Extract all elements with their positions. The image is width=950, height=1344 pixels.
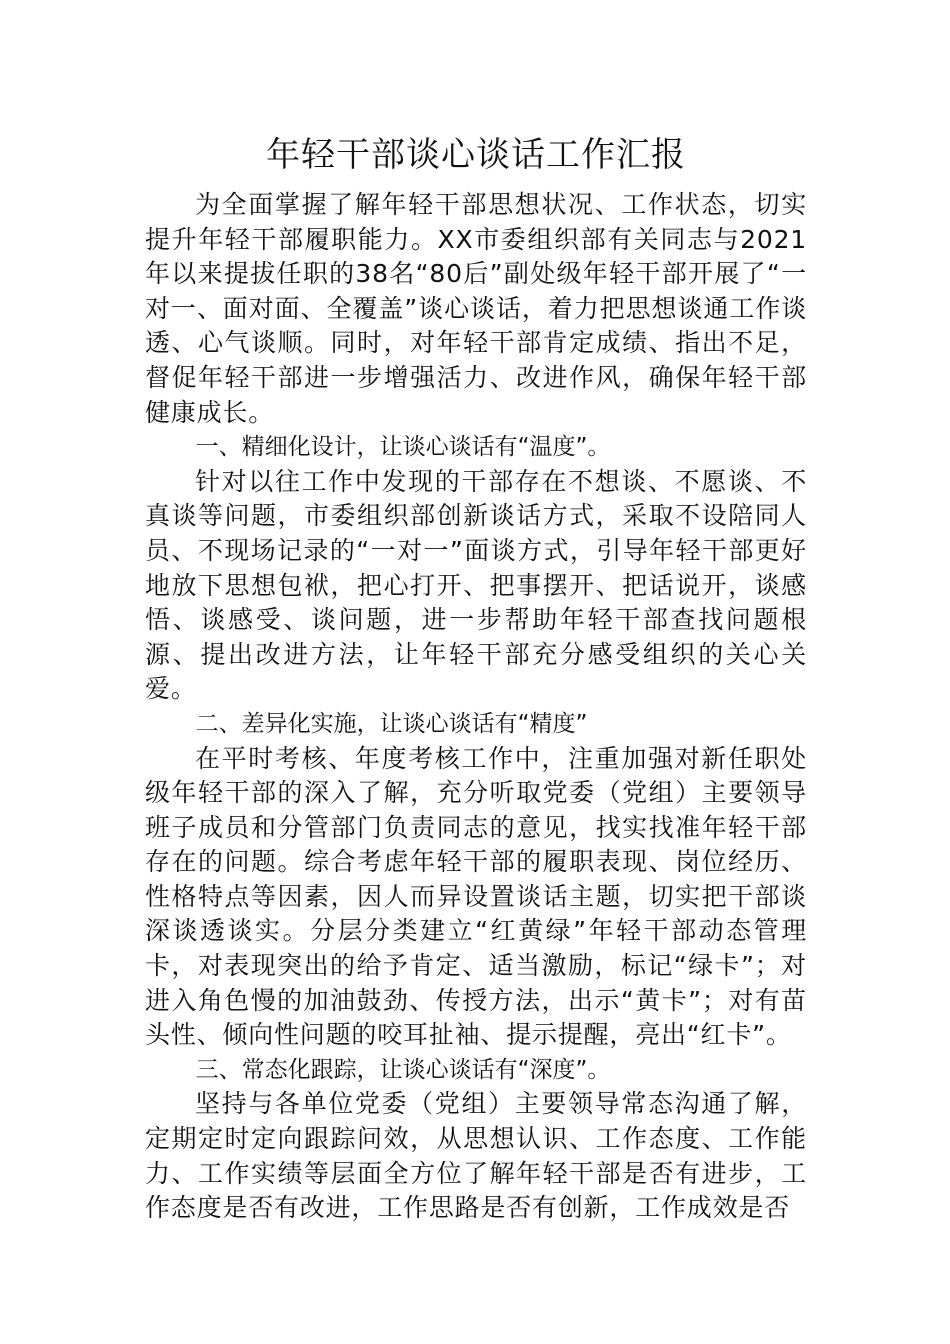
section-3-paragraph: 坚持与各单位党委（党组）主要领导常态沟通了解，定期定时定向跟踪问效，从思想认识、工作态度、工作能力、工作实绩等层面全方位了解年轻干部是否有进步，工作态度是否有改进，工作思路是否有创新，工作成效是否 xyxy=(145,1089,807,1223)
intro-paragraph: 为全面掌握了解年轻干部思想状况、工作状态，切实提升年轻干部履职能力。XX市委组织部有关同志与2021年以来提拔任职的38名“80后”副处级年轻干部开展了“一对一、面对面、全覆盖”谈心谈话，着力把思想谈通工作谈透、心气谈顺。同时，对年轻干部肯定成绩、指出不足，督促年轻干部进一步增强活力、改进作风，确保年轻干部健康成长。 xyxy=(145,190,807,427)
document-title: 年轻干部谈心谈话工作汇报 xyxy=(266,135,686,175)
document-body xyxy=(145,128,807,1226)
section-2-paragraph: 在平时考核、年度考核工作中，注重加强对新任职处级年轻干部的深入了解，充分听取党委（党组）主要领导班子成员和分管部门负责同志的意见，找实找准年轻干部存在的问题。综合考虑年轻干部的履职表现、岗位经历、性格特点等因素，因人而异设置谈话主题，切实把干部谈深谈透谈实。分层分类建立“红黄绿”年轻干部动态管理卡，对表现突出的给予肯定、适当激励，标记“绿卡”；对进入角色慢的加油鼓劲、传授方法，出示“黄卡”；对有苗头性、倾向性问题的咬耳扯袖、提示提醒，亮出“红卡”。 xyxy=(145,743,807,1050)
section-3-heading: 三、常态化跟踪，让谈心谈话有“深度”。 xyxy=(195,1056,611,1083)
section-2-heading: 二、差异化实施，让谈心谈话有“精度” xyxy=(195,710,588,737)
section-1-heading: 一、精细化设计，让谈心谈话有“温度”。 xyxy=(195,434,611,461)
section-1-paragraph: 针对以往工作中发现的干部存在不想谈、不愿谈、不真谈等问题，市委组织部创新谈话方式，采取不设陪同人员、不现场记录的“一对一”面谈方式，引导年轻干部更好地放下思想包袱，把心打开、把事摆开、把话说开，谈感悟、谈感受、谈问题，进一步帮助年轻干部查找问题根源、提出改进方法，让年轻干部充分感受组织的关心关爱。 xyxy=(145,466,807,704)
